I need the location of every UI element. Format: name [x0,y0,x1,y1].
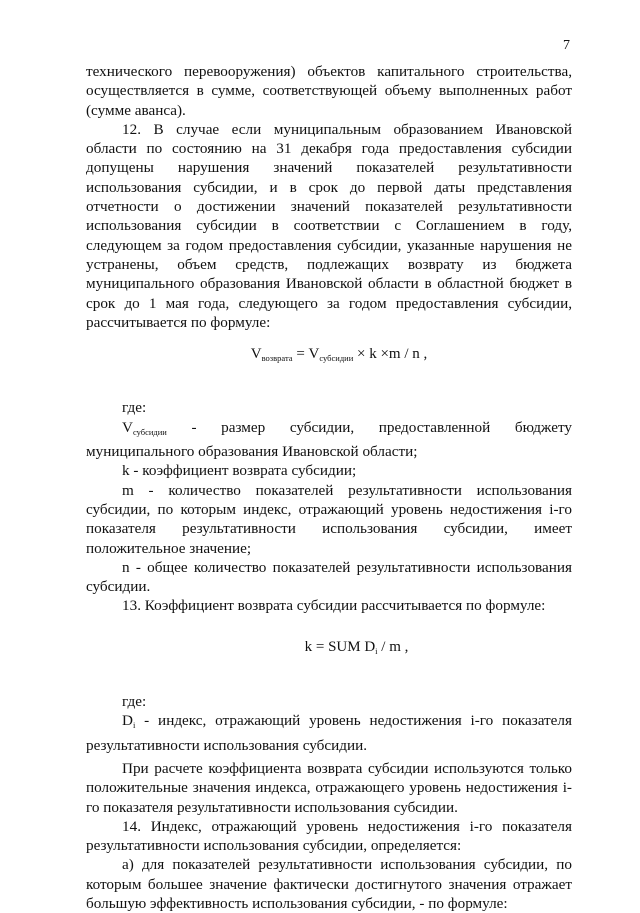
formula-eq: = [296,346,305,363]
formula-sub-subsidy: субсидии [319,353,354,364]
formula-rest: × k ×m / n , [357,346,428,363]
v-definition-end: муниципального образования Ивановской области; [86,443,418,461]
formula2-left: k = SUM D [304,638,376,655]
v-symbol: V [122,418,133,436]
v-word-1: размер [221,418,266,436]
v-subsidy-definition-line [86,418,572,442]
formula-v: V [250,346,262,363]
v-word-0: - [191,418,197,436]
d-subscript: i [132,720,136,731]
v-word-3: предоставленной [378,418,491,436]
paragraph-13: 13. Коэффициент возврата субсидии рассчитывается по формуле: [122,597,546,615]
paragraph-continuation: технического перевооружения) объектов капитального строительства, осуществляется в сумме, соответствующей объему выполненных работ (сумме аванса). [86,63,572,119]
v-word-4: бюджету [514,418,572,436]
v-subscript: субсидии [132,426,167,437]
v-word-2: субсидии, [289,418,355,436]
formula2-sub-i: i [375,645,378,656]
formula-sub-return: возврата [261,353,293,364]
n-definition: n - общее количество показателей результативности использования субсидии. [86,558,572,596]
where-label-2: где: [122,693,147,711]
paragraph-14a: а) для показателей результативности использования субсидии, по которым большее значение фактически достигнутого значения отражает большую эффективность использования субсидии, - по формуле: [86,856,572,912]
m-definition: m - количество показателей результативности использования субсидии, по которым индекс, отражающий уровень недостижения i-го показателя результативности использования субсидии, имеет положительное значение; [86,481,572,557]
d-definition [86,711,572,755]
k-definition: k - коэффициент возврата субсидии; [122,462,357,480]
formula-return-volume [86,345,572,368]
d-symbol: D [122,712,133,730]
where-label-1: где: [122,399,147,417]
formula-coefficient [86,638,572,661]
page-number: 7 [563,38,570,53]
document-body [86,62,572,913]
paragraph-calculation-note: При расчете коэффициента возврата субсидии используются только положительные значения индекса, отражающего уровень недостижения i-го показателя результативности использования субсидии. [86,759,572,816]
paragraph-12: 12. В случае если муниципальным образованием Ивановской области по состоянию на 31 декабря года предоставления субсидии допущены нарушения значений показателей результативности использования субсидии, и в срок до первой даты представления отчетности о достижении значений показателей результативности использования субсидии в соответствии с Соглашением в году, следующем за годом предоставления субсидии, указанные нарушения не устранены, объем средств, подлежащих возврату из бюджета муниципального образования Ивановской области в областной бюджет в срок до 1 мая года, следующего за годом предоставления субсидии, рассчитывается по формуле: [86,120,572,331]
formula-v2: V [308,346,320,363]
formula2-right: / m , [377,638,409,655]
d-text: - индекс, отражающий уровень недостижения i-го показателя результативности использования субсидии. [86,712,572,754]
paragraph-14: 14. Индекс, отражающий уровень недостижения i-го показателя результативности использования субсидии, определяется: [86,817,572,855]
